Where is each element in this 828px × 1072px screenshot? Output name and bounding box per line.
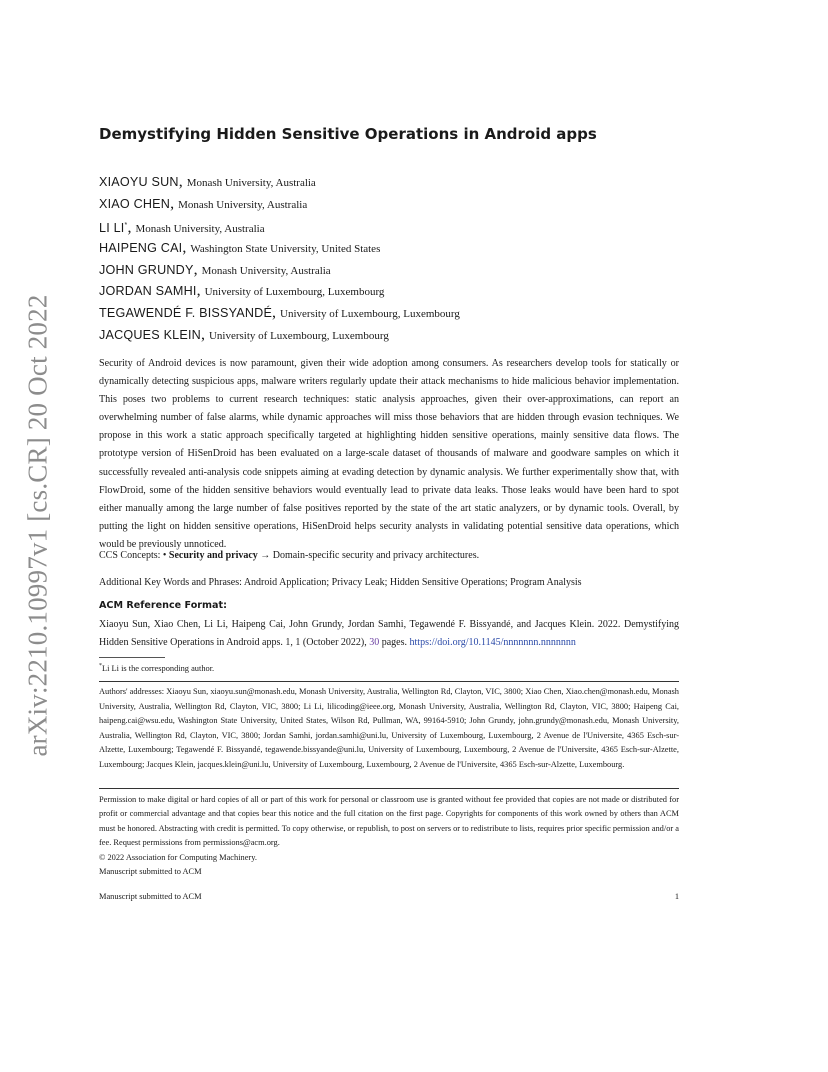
ccs-bold-term: Security and privacy: [168, 550, 258, 561]
corresponding-author-footnote: [99, 660, 679, 675]
acm-reference-body: Xiaoyu Sun, Xiao Chen, Li Li, Haipeng Cai, John Grundy, Jordan Samhi, Tegawendé F. Bissyandé, and Jacques Klein. 2022. Demystifying Hidden Sensitive Operations in Android apps. 1, 1 (October 2022),: [99, 619, 679, 648]
manuscript-note: Manuscript submitted to ACM: [99, 867, 202, 877]
author-name: [99, 221, 127, 235]
ccs-concepts: [99, 548, 679, 564]
author-addresses: Authors' addresses: Xiaoyu Sun, xiaoyu.sun@monash.edu, Monash University, Australia, Wellington Rd, Clayton, VIC, 3800; Xiao Chen, Xiao.chen@monash.edu, Monash University, Australia, Wellington Rd, Clayton, VIC, 3800; Li Li, lilicoding@ieee.org, Monash University, Australia, Wellington Rd, Clayton, VIC, 3800; Haipeng Cai, haipeng.cai@wsu.edu, Washington State University, United States, Wilson Rd, Pullman, WA, 99164-5910; John Grundy, john.grundy@monash.edu, Monash University, Australia, Wellington Rd, Clayton, VIC, 3800; Jordan Samhi, jordan.samhi@uni.lu, University of Luxembourg, Luxembourg, 2 Avenue de l'Universite, 4365 Esch-sur-Alzette, Luxembourg; Tegawendé F. Bissyandé, tegawende.bissyande@uni.lu, University of Luxembourg, Luxembourg, 2 Avenue de l'Universite, 4365 Esch-sur-Alzette, Luxembourg; Jacques Klein, jacques.klein@uni.lu, University of Luxembourg, Luxembourg, 2 Avenue de l'Universite, 4365 Esch-sur-Alzette, Luxembourg.: [99, 687, 679, 769]
paper-title: Demystifying Hidden Sensitive Operations in Android apps: [99, 125, 597, 143]
footnote-divider: [99, 657, 165, 658]
arxiv-identifier: arXiv:2210.10997v1 [cs.CR] 20 Oct 2022: [22, 293, 53, 757]
author-name: JORDAN SAMHI: [99, 284, 197, 299]
abstract: Security of Android devices is now paramount, given their wide adoption among consumers. As researchers develop tools for statically or dynamically detecting suspicious apps, malware writers regularly update their attack mechanisms to hide malicious behavior implementation. This poses two problems to current research techniques: static analysis approaches, given their over-approximations, can report an overwhelming number of false alarms, while dynamic approaches will miss those behaviors that are hidden through evasion techniques. We propose in this work a static approach specifically targeted at highlighting hidden sensitive operations, mainly sensitive data flows. The prototype version of HiSenDroid has been evaluated on a large-scale dataset of thousands of malware and goodware samples on which it successfully revealed anti-analysis code snippets aiming at evading detection by dynamic analysis. We further experimentally show that, with FlowDroid, some of the hidden sensitive behaviors would eventually lead to private data leaks. Those leaks would have been hard to spot either manually among the large number of false positives reported by the state of the art static analyzers, or by dynamic tools. Overall, by putting the light on hidden sensitive operations, HiSenDroid helps security analysts in validating potential sensitive data operations, which would be previously unnoticed.: [99, 358, 679, 550]
permission-block: [99, 793, 679, 879]
footnote-mark: *: [99, 663, 102, 669]
addresses-divider: [99, 681, 679, 682]
author-name: TEGAWENDÉ F. BISSYANDÉ: [99, 306, 273, 321]
author-entry: LI LI*, Monash University, Australia: [99, 218, 265, 236]
author-entry: XIAOYU SUN, Monash University, Australia: [99, 173, 316, 190]
author-affiliation: Monash University, Australia: [135, 222, 265, 235]
author-entry: JOHN GRUNDY, Monash University, Australia: [99, 260, 331, 278]
ccs-rest: → Domain-specific security and privacy architectures.: [257, 550, 480, 561]
permission-divider: [99, 788, 679, 789]
author-affiliation: University of Luxembourg, Luxembourg: [280, 308, 460, 321]
author-affiliation: University of Luxembourg, Luxembourg: [208, 330, 389, 343]
author-name: JOHN GRUNDY: [99, 262, 194, 277]
author-entry: TEGAWENDÉ F. BISSYANDÉ, University of Luxembourg, Luxembourg: [99, 304, 460, 322]
arxiv-sidebar-stamp: [18, 290, 58, 760]
author-affiliation: Monash University, Australia: [201, 264, 331, 277]
author-affiliation: Washington State University, United States: [190, 242, 381, 255]
footer-running-text: Manuscript submitted to ACM: [99, 892, 202, 901]
copyright-line: © 2022 Association for Computing Machinery.: [99, 852, 257, 862]
acm-reference-heading: ACM Reference Format:: [99, 600, 227, 611]
page-number: 1: [674, 892, 679, 901]
author-name: XIAO CHEN: [99, 196, 171, 211]
author-entry: JORDAN SAMHI, University of Luxembourg, Luxembourg: [99, 282, 385, 300]
ccs-prefix: CCS Concepts: •: [99, 550, 169, 561]
author-name: HAIPENG CAI: [99, 240, 183, 255]
pages-suffix: pages.: [379, 636, 410, 648]
author-affiliation: Monash University, Australia: [186, 177, 316, 189]
acm-reference-text: [99, 616, 679, 651]
author-name: XIAOYU SUN: [99, 175, 179, 189]
keywords: Additional Key Words and Phrases: Android Application; Privacy Leak; Hidden Sensitive Operations; Program Analysis: [99, 577, 582, 588]
author-name-text: LI LI: [99, 220, 125, 235]
author-affiliation: Monash University, Australia: [178, 198, 308, 211]
page-footer: [99, 892, 679, 901]
footnote-text: Li Li is the corresponding author.: [102, 663, 215, 673]
page-count-link[interactable]: 30: [369, 636, 380, 648]
doi-link[interactable]: https://doi.org/10.1145/nnnnnnn.nnnnnnn: [409, 636, 576, 648]
author-name: JACQUES KLEIN: [99, 328, 201, 343]
author-affiliation: University of Luxembourg, Luxembourg: [204, 286, 385, 299]
author-entry: JACQUES KLEIN, University of Luxembourg, Luxembourg: [99, 326, 389, 344]
author-entry: HAIPENG CAI, Washington State University, United States: [99, 238, 381, 256]
permission-text: Permission to make digital or hard copies of all or part of this work for personal or classroom use is granted without fee provided that copies are not made or distributed for profit or commercial advantage and that copies bear this notice and the full citation on the first page. Copyrights for components of this work owned by others than ACM must be honored. Abstracting with credit is permitted. To copy otherwise, or republish, to post on servers or to redistribute to lists, requires prior specific permission and/or a fee. Request permissions from permissions@acm.org.: [99, 795, 679, 848]
author-list: [99, 172, 679, 347]
corresponding-author-mark: *: [124, 221, 128, 229]
author-entry: XIAO CHEN, Monash University, Australia: [99, 194, 308, 212]
